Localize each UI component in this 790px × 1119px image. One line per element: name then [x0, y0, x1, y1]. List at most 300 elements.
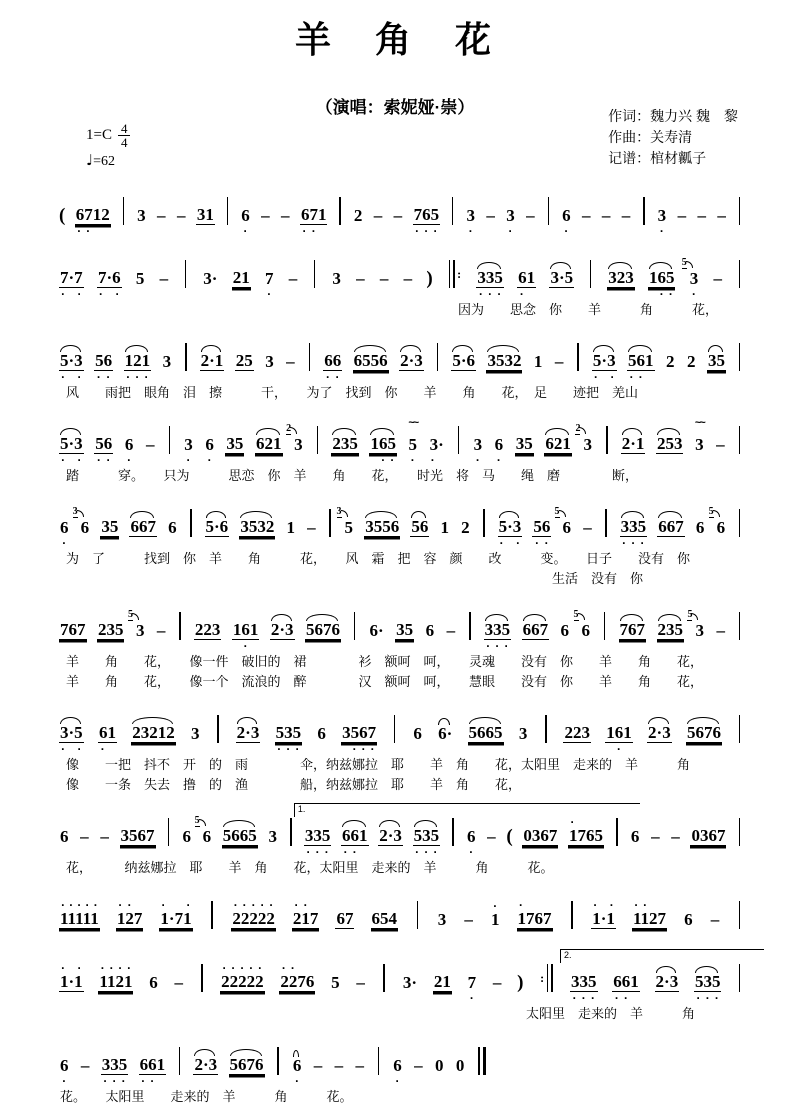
note-digits: 6 [684, 910, 693, 929]
octave-dot-row [379, 262, 390, 269]
slur [354, 345, 386, 352]
notes-row [58, 599, 744, 653]
note-group [437, 903, 448, 939]
note-digits: 6 [562, 206, 571, 225]
octave-dot-row [656, 457, 684, 464]
note-group [413, 198, 441, 238]
note-digits: – [307, 518, 316, 537]
barline [338, 197, 343, 225]
octave-dot-row: · · · [306, 845, 329, 859]
octave-dot-row [601, 228, 612, 235]
octave-dot-row [425, 643, 436, 650]
slur [206, 511, 227, 518]
octave-dot-row [434, 1049, 445, 1056]
note-digits: 121 [124, 351, 151, 370]
note-digits: 6 [60, 518, 69, 537]
octave-dot-row: · · [594, 370, 615, 384]
note-group [601, 199, 612, 235]
octave-dot-row [194, 643, 222, 650]
octave-dot-row [525, 199, 536, 206]
note-digits: – [487, 827, 496, 846]
note-group [260, 199, 271, 235]
note-digits: – [581, 206, 591, 225]
note-group [429, 428, 445, 467]
octave-dot-row [517, 932, 553, 939]
barline [544, 715, 549, 743]
phrase-paren: ( [506, 826, 513, 847]
barline [184, 343, 189, 371]
octave-dot-row: · · · [277, 742, 300, 756]
note-digits: – [710, 910, 720, 929]
octave-dot-row: · · · [696, 991, 719, 1005]
octave-dot-row [98, 995, 133, 1002]
slur [271, 614, 292, 621]
note-digits: 3 [294, 435, 303, 454]
note-digits: 3 [657, 206, 667, 225]
note-digits: – [621, 206, 631, 225]
final-barline [477, 1047, 488, 1075]
note-digits: 6 [560, 621, 570, 640]
note-digits: 217 [292, 909, 319, 928]
slur [452, 345, 473, 352]
note-group [101, 1048, 129, 1088]
octave-dot-row [492, 995, 503, 1002]
note-group [607, 261, 635, 298]
octave-dot-row [657, 540, 685, 547]
system-9 [58, 888, 744, 939]
barline [121, 197, 126, 225]
system-1 [58, 184, 744, 238]
octave-dot-row: · · · [622, 536, 645, 550]
barline [183, 260, 188, 288]
note-group [686, 345, 697, 381]
note-group [135, 262, 146, 298]
note-group [476, 261, 504, 301]
note-digits: 7·7 [60, 268, 83, 287]
note-group [59, 613, 87, 650]
octave-dot-row [560, 643, 571, 650]
octave-dot-row [162, 374, 173, 381]
note-digits: 3 [689, 269, 699, 288]
note-group [194, 815, 213, 856]
grace-note: 2 [286, 423, 292, 434]
note-group [379, 262, 390, 298]
octave-dot-row [364, 540, 400, 547]
note-group [330, 966, 341, 1002]
note-group [403, 262, 414, 298]
note-digits: 5 [331, 973, 340, 992]
octave-dot-row: · · [281, 961, 295, 975]
note-group [581, 199, 592, 235]
barline [737, 426, 742, 454]
tempo-value: =62 [93, 154, 115, 169]
note-digits: 6 [292, 1056, 302, 1075]
note-group [568, 815, 604, 856]
note-group [80, 1049, 91, 1085]
octave-dot-row [80, 1049, 91, 1056]
barline [482, 509, 487, 537]
barline [276, 1047, 281, 1075]
octave-dot-row [446, 614, 457, 621]
repeat-barline [539, 964, 554, 992]
octave-dot-row [354, 1049, 365, 1056]
note-group [183, 428, 194, 467]
note-digits: 223 [564, 723, 590, 742]
barline [352, 612, 357, 640]
note-group [402, 966, 418, 1002]
lyricist-credit: 作词：魏力兴 魏 黎 [608, 108, 738, 124]
note-digits: 535 [275, 723, 302, 742]
note-group [492, 966, 503, 1002]
octave-dot-row [148, 995, 159, 1002]
note-digits: 3567 [120, 826, 155, 845]
slur [648, 717, 669, 724]
note-group [395, 613, 414, 650]
octave-dot-row [544, 457, 572, 464]
note-digits: 127 [116, 909, 143, 928]
note-group [116, 898, 144, 939]
note-group [286, 423, 304, 464]
octave-dot-row [533, 374, 544, 381]
note-group [156, 199, 167, 235]
note-digits: – [464, 910, 473, 929]
octave-dot-row [173, 966, 184, 973]
octave-dot-row [601, 199, 612, 206]
barline [376, 1047, 381, 1075]
note-digits: 5676 [686, 723, 721, 742]
note-digits: 56 [95, 434, 113, 453]
note-group [715, 428, 726, 464]
note-group [371, 902, 399, 939]
octave-dot-row [665, 345, 676, 352]
octave-dot-row: · [410, 453, 415, 467]
octave-dot-row [231, 932, 276, 939]
note-group [236, 716, 261, 753]
note-digits: 66 [324, 351, 342, 370]
octave-dot-row [331, 457, 359, 464]
note-group [485, 199, 496, 235]
octave-dot-row [518, 717, 529, 724]
note-digits: 5676 [229, 1055, 264, 1074]
octave-dot-row [330, 966, 341, 973]
key-signature-block [86, 122, 130, 170]
octave-dot-row [190, 717, 201, 724]
note-digits: 6 [716, 518, 726, 537]
note-group [131, 716, 176, 753]
credits-block [608, 106, 738, 169]
octave-dot-row [200, 374, 225, 381]
slur [230, 1049, 262, 1056]
octave-dot-row [162, 345, 173, 352]
octave-dot-row [563, 716, 591, 723]
octave-dot-row [434, 1078, 445, 1085]
octave-dot-row [655, 995, 680, 1002]
octave-dot-row: · · · [572, 991, 595, 1005]
octave-dot-row: · [267, 287, 272, 301]
note-digits: – [601, 206, 611, 225]
note-group [231, 898, 276, 939]
octave-dot-row [167, 511, 178, 518]
octave-dot-row: · · [499, 536, 521, 550]
octave-dot-row: · · [97, 453, 111, 467]
meta-row [0, 108, 790, 184]
note-digits: 67 [336, 909, 354, 928]
note-group [100, 510, 119, 547]
note-group [687, 609, 705, 650]
octave-dot-row [494, 428, 505, 435]
note-group [124, 344, 152, 384]
note-digits: 6 [393, 1056, 402, 1075]
note-digits: – [174, 973, 183, 992]
octave-dot-row [135, 262, 146, 269]
note-digits: – [583, 518, 592, 537]
octave-dot-row: · · · · [100, 961, 132, 975]
note-digits: – [717, 206, 726, 225]
note-digits: 3 [162, 352, 172, 371]
note-digits: 535 [413, 826, 440, 845]
note-digits: 6 [60, 1056, 69, 1075]
octave-dot-row: · [659, 224, 664, 238]
note-group [341, 716, 377, 756]
note-digits: 25 [235, 351, 253, 370]
octave-dot-row [181, 820, 192, 827]
note-group [437, 717, 453, 753]
note-digits: 3 [184, 435, 193, 454]
slur [687, 717, 719, 724]
note-group [648, 261, 676, 301]
note-digits: 1 [533, 352, 543, 371]
note-digits: 6 [630, 827, 640, 846]
octave-dot-row [647, 746, 672, 753]
note-group [694, 965, 722, 1005]
notes-row [58, 247, 744, 301]
note-group [59, 344, 84, 384]
note-digits: 35 [707, 351, 725, 370]
note-digits: – [677, 206, 687, 225]
grace-note: 3 [336, 506, 342, 517]
octave-dot-row [378, 849, 403, 856]
octave-dot-row [395, 613, 414, 620]
note-digits: – [716, 621, 725, 640]
octave-dot-row [176, 199, 187, 206]
note-digits: 661 [342, 826, 368, 845]
note-group [694, 417, 705, 464]
note-group [232, 613, 260, 653]
barline [289, 818, 294, 846]
note-group [563, 716, 591, 753]
note-group [486, 820, 497, 856]
octave-dot-row [621, 199, 632, 206]
note-group [280, 199, 291, 235]
octave-dot-row [715, 614, 726, 621]
barline [737, 612, 742, 640]
octave-dot-row [562, 540, 573, 547]
octave-dot-row [331, 291, 342, 298]
composer-credit: 作曲：关寿清 [608, 129, 693, 145]
note-digits: 5·3 [60, 434, 83, 453]
note-digits: 6 [581, 621, 591, 640]
slur [708, 345, 723, 352]
note-digits: – [651, 827, 660, 846]
octave-dot-row [412, 746, 423, 753]
octave-dot-row: · [430, 453, 435, 467]
note-digits: 0367 [523, 826, 558, 845]
note-digits: – [157, 206, 166, 225]
octave-dot-row [463, 932, 474, 939]
note-digits: 667 [130, 517, 156, 536]
note-digits: 667 [522, 620, 549, 639]
note-group [605, 716, 633, 756]
octave-dot-row [99, 820, 110, 827]
octave-dot-row [124, 428, 135, 435]
note-group [715, 614, 726, 650]
octave-dot-row: · · · · · [233, 898, 274, 912]
octave-dot-row [683, 903, 694, 910]
octave-dot-row [335, 932, 354, 939]
octave-dot-row [466, 820, 477, 827]
octave-dot-row [222, 849, 258, 856]
note-digits: 335 [477, 268, 503, 287]
octave-dot-row [554, 345, 565, 352]
octave-dot-row [393, 228, 404, 235]
note-digits: 1127 [633, 909, 667, 928]
octave-dot-row: · · [61, 961, 82, 975]
note-group [190, 717, 201, 753]
octave-dot-row [403, 291, 414, 298]
note-digits: 2 [666, 352, 675, 371]
octave-dot-row [306, 540, 317, 547]
note-group [647, 716, 672, 753]
octave-dot-row [260, 199, 271, 206]
octave-dot-row: · · [325, 370, 340, 384]
note-group [632, 898, 667, 939]
octave-dot-row [167, 540, 178, 547]
slur [477, 262, 501, 269]
octave-dot-row [582, 540, 593, 547]
octave-dot-row [373, 199, 384, 206]
note-group [316, 717, 327, 753]
note-digits: 3 [437, 910, 447, 929]
note-group [707, 344, 726, 381]
barline [737, 818, 742, 846]
note-digits: 22222 [232, 909, 275, 928]
octave-dot-row [288, 291, 299, 298]
octave-dot-row: · · [161, 898, 191, 912]
octave-dot-row [492, 966, 503, 973]
octave-dot-row [139, 1048, 167, 1055]
note-digits: 3 [518, 724, 528, 743]
grace-note: 2 [575, 423, 581, 434]
octave-dot-row [80, 540, 91, 547]
barline [737, 901, 742, 929]
note-digits: 6 [124, 435, 134, 454]
octave-dot-row [621, 457, 646, 464]
slur [342, 820, 366, 827]
note-group [173, 966, 184, 1002]
note-group [473, 428, 484, 467]
note-group [334, 1049, 345, 1085]
system-2 [58, 247, 744, 318]
note-digits: 6 [202, 827, 212, 846]
note-group [575, 423, 593, 464]
note-group [505, 199, 516, 238]
barline [307, 343, 312, 371]
note-group [591, 898, 616, 939]
note-digits: 6 [182, 827, 191, 846]
note-digits: – [313, 1056, 323, 1075]
barline [312, 260, 317, 288]
octave-dot-row [451, 374, 476, 381]
octave-dot-row [229, 1078, 265, 1085]
octave-dot-row: · · [61, 287, 82, 301]
octave-dot-row: · · · [352, 742, 375, 756]
octave-dot-row [355, 995, 366, 1002]
octave-dot-row [582, 511, 593, 518]
note-digits: 253 [656, 434, 683, 453]
octave-dot-row [264, 345, 275, 352]
note-group [554, 506, 573, 547]
octave-dot-row [549, 291, 574, 298]
system-8 [58, 805, 744, 876]
octave-dot-row [413, 1078, 424, 1085]
lyrics-line: 太阳里 走来的 羊 角 [526, 1006, 696, 1021]
octave-dot-row [335, 902, 354, 909]
note-group [364, 510, 400, 547]
octave-dot-row [79, 849, 90, 856]
octave-dot-row [59, 995, 84, 1002]
note-group [264, 262, 275, 301]
note-group [323, 344, 342, 384]
note-group [620, 510, 648, 550]
octave-dot-row [194, 613, 222, 620]
performer-line: （演唱：索妮娅·崇） [315, 98, 475, 117]
note-digits: 2 [461, 518, 470, 537]
octave-dot-row: · · · [415, 845, 438, 859]
lyrics-line: 为 了 找到 你 羊 角 花， 风 霜 把 容 颜 改 变。 日子 没有 你 [66, 551, 691, 566]
octave-dot-row [403, 262, 414, 269]
octave-dot-row [94, 427, 113, 434]
note-digits: – [156, 621, 166, 640]
octave-dot-row [196, 228, 215, 235]
note-digits: 661 [139, 1055, 166, 1074]
note-group [612, 965, 640, 1005]
note-group [355, 262, 366, 298]
octave-dot-row [369, 643, 385, 650]
slur [414, 820, 438, 827]
octave-dot-row [313, 1078, 324, 1085]
octave-dot-row: · · [61, 453, 82, 467]
note-digits: 767 [619, 620, 646, 639]
slur [499, 511, 520, 518]
note-digits: 3 [506, 206, 515, 225]
octave-dot-row: · [475, 453, 480, 467]
note-digits: 335 [620, 517, 647, 536]
octave-dot-row [99, 849, 110, 856]
note-digits: 2 [686, 352, 696, 371]
note-group [425, 614, 436, 650]
barline [328, 509, 333, 537]
octave-dot-row [355, 966, 366, 973]
octave-dot-row [522, 643, 550, 650]
note-group [522, 819, 558, 856]
octave-dot-row [683, 932, 694, 939]
octave-dot-row: · [395, 1074, 400, 1088]
note-digits: 23212 [132, 723, 175, 742]
note-digits: 0 [455, 1056, 465, 1075]
note-group [463, 903, 474, 939]
barline [200, 964, 205, 992]
grace-note: 5 [194, 815, 200, 826]
